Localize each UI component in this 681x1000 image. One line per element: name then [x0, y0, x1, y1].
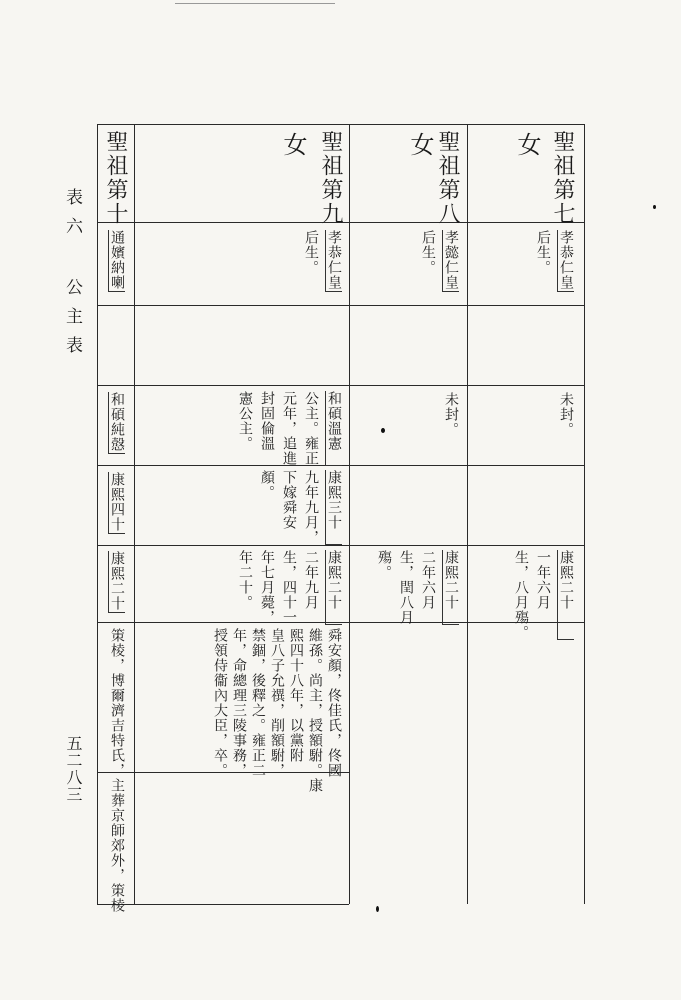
page-number: 五二八三: [64, 735, 83, 803]
princess-10-marriage: [108, 472, 125, 534]
row-rule: [97, 465, 134, 466]
mother-line: 孝恭仁皇: [558, 230, 574, 290]
princess-7-name-cell: [549, 130, 575, 226]
spouse-line: 年，命總理三陵事務，: [231, 628, 247, 778]
mother-line: 孝恭仁皇: [326, 230, 342, 290]
birth-line: 生，八月殤。: [513, 550, 529, 640]
ink-speck: [381, 428, 385, 433]
birth-line: 年七月薨，: [259, 550, 275, 625]
title-line: 和碩純慤: [109, 392, 125, 452]
princess-9-mother: [303, 230, 342, 292]
title-line: 元年，追進: [281, 391, 297, 466]
princess-8-name: 聖祖第八: [435, 130, 460, 226]
princess-7-nu-cell: [514, 132, 540, 157]
running-head: 表六 公主表: [62, 188, 82, 365]
princess-8-name-cell: [434, 130, 460, 226]
birth-line: 二年九月: [303, 550, 319, 610]
row-rule: [134, 545, 584, 546]
spouse-line: 策棱，博爾濟吉特氏，: [109, 628, 125, 778]
row-rule: [134, 222, 584, 223]
princess-8-nu-cell: [407, 132, 433, 157]
princess-9-marriage: [259, 470, 342, 545]
mother-line: 后生。: [420, 230, 436, 275]
row-rule: [97, 385, 134, 386]
column-rule: [97, 124, 98, 904]
birth-line: 二年六月: [420, 550, 436, 610]
table-bottom-border-right: [350, 904, 584, 905]
princess-9-title: [237, 391, 342, 466]
spouse-line: 維孫。尚主，授額駙。康: [307, 628, 323, 793]
princess-9-birth: [237, 550, 342, 625]
princess-8-title: [443, 392, 459, 437]
burial-line: 主葬京師郊外，策棱: [109, 778, 125, 913]
spouse-line: 皇八子允禩，削額駙，: [269, 628, 285, 778]
marriage-line: 九年九月，: [303, 470, 319, 545]
birth-line: 一年六月: [535, 550, 551, 610]
spouse-line: 舜安顏，佟佳氏，佟國: [326, 628, 342, 778]
princess-10-mother: [108, 230, 125, 292]
table-top-border: [97, 124, 584, 125]
princess-8-nu: 女: [406, 132, 434, 157]
birth-line: 生，四十一: [281, 550, 297, 625]
mother-line: 后生。: [535, 230, 551, 275]
princess-10-birth: [108, 551, 125, 613]
princess-10-title: [108, 392, 125, 454]
row-rule: [97, 622, 134, 623]
ink-speck: [653, 205, 656, 209]
title-line: 公主。雍正: [303, 391, 319, 466]
princess-8-mother: [420, 230, 459, 292]
princess-7-name: 聖祖第七: [550, 130, 575, 226]
title-line: 未封。: [558, 392, 574, 437]
column-rule: [467, 124, 468, 904]
princess-9-name: 聖祖第九: [318, 130, 343, 226]
marriage-line: 下嫁舜安: [281, 470, 297, 530]
princess-7-nu: 女: [513, 132, 541, 157]
princess-8-birth: [376, 550, 459, 625]
row-rule: [134, 305, 584, 306]
princess-10-name: 聖祖第十: [103, 130, 128, 226]
birth-line: 年二十。: [237, 550, 253, 610]
birth-line: 殤。: [376, 550, 392, 580]
title-line: 憲公主。: [237, 391, 253, 451]
spouse-line: 授領侍衞內大臣，卒。: [212, 628, 228, 778]
title-line: 封固倫溫: [259, 391, 275, 451]
princess-7-mother: [535, 230, 574, 292]
row-rule: [97, 545, 134, 546]
princess-7-title: [558, 392, 574, 437]
birth-line: 康熙二十: [325, 550, 342, 625]
row-rule: [134, 385, 584, 386]
birth-line: 康熙二十: [109, 551, 125, 611]
princess-10-name-cell: [102, 130, 128, 226]
top-rule: [175, 3, 335, 4]
row-rule: [134, 465, 584, 466]
spouse-line: 禁錮，後釋之。雍正二: [250, 628, 266, 778]
title-line: 未封。: [443, 392, 459, 437]
princess-7-birth: [513, 550, 574, 640]
princess-9-spouse: [212, 628, 342, 793]
princess-10-burial: [109, 778, 125, 913]
mother-line: 孝懿仁皇: [443, 230, 459, 290]
princess-9-nu: 女: [279, 132, 307, 157]
ink-speck: [376, 906, 379, 912]
birth-line: 康熙二十: [442, 550, 459, 625]
princess-9-nu-cell: [280, 132, 306, 157]
marriage-line: 康熙四十: [109, 472, 125, 532]
column-rule: [584, 124, 585, 904]
marriage-line: 康熙三十: [325, 470, 342, 545]
birth-line: 康熙二十: [557, 550, 574, 640]
birth-line: 生，閏八月: [398, 550, 414, 625]
title-line: 和碩溫憲: [325, 391, 342, 466]
table-bottom-border: [97, 904, 349, 905]
marriage-line: 顏。: [259, 470, 275, 500]
row-rule: [97, 305, 134, 306]
spouse-line: 熙四十八年，以黨附: [288, 628, 304, 763]
column-rule: [349, 124, 350, 904]
mother-line: 通嬪納喇: [109, 230, 125, 290]
column-rule: [134, 124, 135, 904]
princess-9-name-cell: [317, 130, 343, 226]
mother-line: 后生。: [303, 230, 319, 275]
princess-10-spouse: [109, 628, 125, 778]
